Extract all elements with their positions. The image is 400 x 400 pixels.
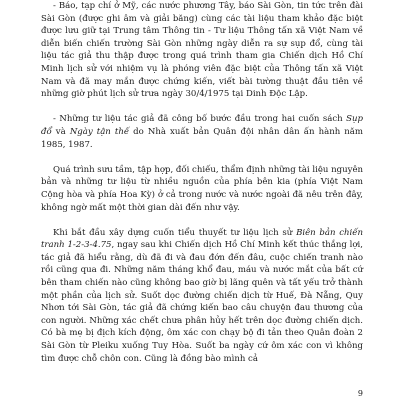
italic-title: Ngày tận thế xyxy=(69,126,130,137)
text-run: - Báo, tạp chí ở Mỹ, các nước phương Tây, báo Sài Gòn, tin tức trên đài Sài Gòn (được ghi âm và giải băng) cùng các tài liệu tham khảo đặc biệt được lưu giữ tại Trung tâm Thông tin - Tư liệu Thông tấn xã Việt Nam về diễn biến chiến trường Sài Gòn những ngày diễn ra sự sụp đổ, cùng tài liệu tác giả thu thập được trong quá trình tham gia Chiến dịch Hồ Chí Minh lịch sử với nhiệm vụ là phóng viên đặc biệt của Thông tấn xã Việt Nam và đã may mắn được chứng kiến, viết bài tường thuật đầu tiên về những giờ phút lịch sử trưa ngày 30/4/1975 tại Dinh Độc Lập. xyxy=(41,1,363,100)
body-text xyxy=(41,0,363,365)
page-number: 9 xyxy=(357,389,363,398)
text-run: và xyxy=(51,126,70,137)
paragraph xyxy=(41,164,363,214)
text-run: Quá trình sưu tầm, tập hợp, đối chiếu, thẩm định những tài liệu nguyên bản và những tư liệu từ nhiều nguồn của phía bên kia (phía Việt Nam Cộng hòa và phía Hoa Kỳ) ở cả trong nước và nước ngoài đã nêu trên đây, không ngờ mất một thời gian dài đến như vậy. xyxy=(41,164,364,213)
text-run: do Nhà xuất bản Quân đội nhân dân ấn hành năm 1985, 1987. xyxy=(41,126,363,150)
text-run: Khi bắt đầu xây dựng cuốn tiểu thuyết tư liệu lịch sử xyxy=(53,227,297,238)
paragraph xyxy=(41,113,363,151)
paragraph-gap xyxy=(41,101,363,114)
text-run: - Những tư liệu tác giả đã công bố bước đầu trong hai cuốn sách xyxy=(53,114,347,125)
text-run: , ngay sau khi Chiến dịch Hồ Chí Minh kết thúc thắng lợi, tác giả đã hiểu rằng, dù đã đi và đau đớn đến đâu, cuộc chiến tranh nào rồi cũng qua đi. Những năm tháng khổ đau, máu và nước mắt của bất cứ bên tham chiến nào cũng không bao giờ bị lãng quên và tất yếu trở thành một phần của lịch sử. Suốt dọc đường chiến dịch từ Huế, Đà Nẵng, Quy Nhơn tới Sài Gòn, tác giả đã chứng kiến bao câu chuyện đau thương của con người. Những xác chết chưa phân hủy hết trên dọc đường chiến dịch. Có bà mẹ bị địch kích động, ôm xác con chạy bộ đi tản theo Quân đoàn 2 Sài Gòn từ Pleiku xuống Tuy Hòa. Suốt ba ngày cứ ôm xác con vì không tìm được chỗ chôn con. Cũng là đồng bào mình cả xyxy=(41,240,363,364)
paragraph xyxy=(41,227,363,366)
paragraph xyxy=(41,0,363,101)
paragraph-gap xyxy=(41,214,363,227)
italic-title: Biên bản chiến tranh 1-2-3-4.75 xyxy=(41,227,363,251)
italic-title: Sụp đổ xyxy=(41,114,363,137)
paragraph-gap xyxy=(41,151,363,164)
